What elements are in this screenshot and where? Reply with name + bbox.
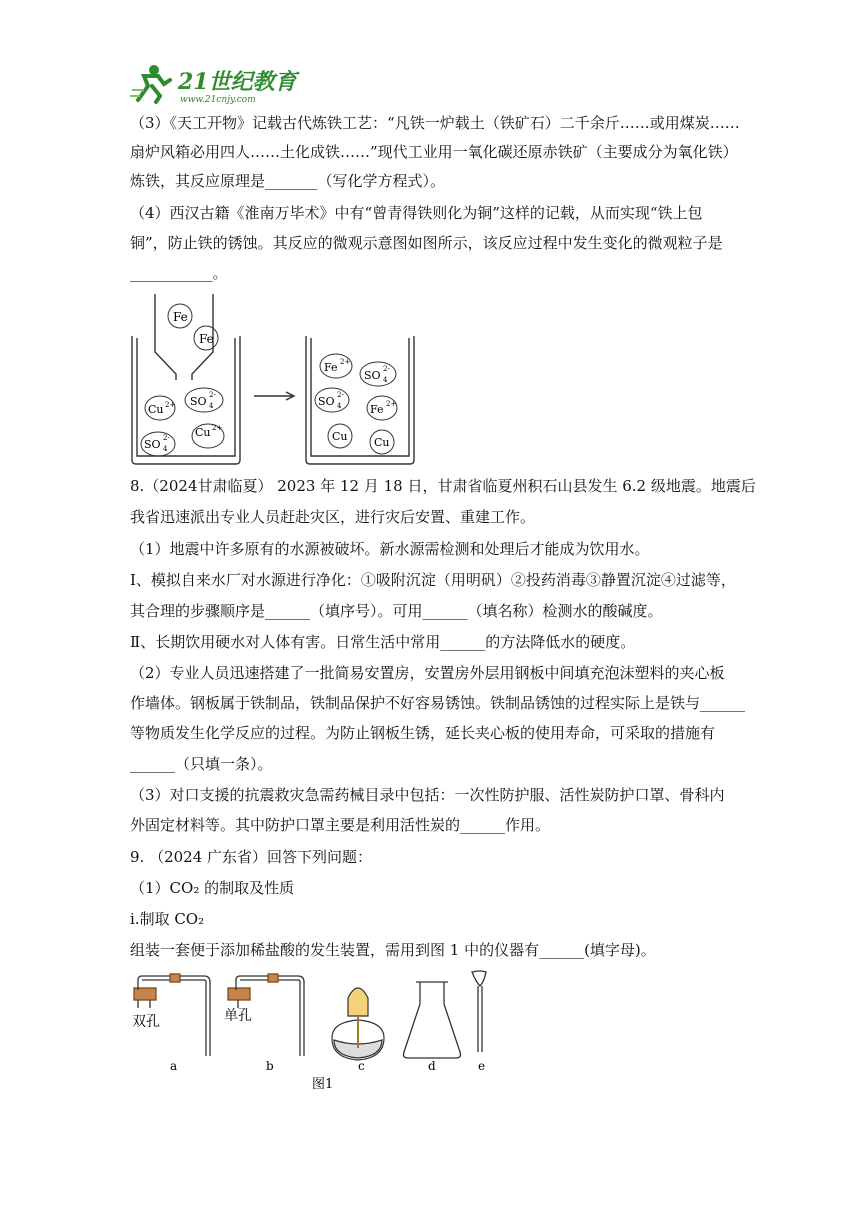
q8-line-8: 作墙体。钢板属于铁制品，铁制品保护不好容易锈蚀。铁制品锈蚀的过程实际上是铁与______ bbox=[130, 694, 746, 712]
sulfate-sub: 4 bbox=[383, 376, 388, 384]
letter-a: a bbox=[170, 1059, 178, 1073]
single-hole-label: 单孔 bbox=[224, 1008, 252, 1024]
sulfate-label: SO bbox=[190, 395, 207, 408]
site-logo bbox=[130, 62, 305, 106]
sulfate-label: SO bbox=[144, 438, 161, 451]
logo-text: 21世纪教育 bbox=[178, 69, 297, 95]
fe-label: Fe bbox=[173, 310, 188, 324]
cu-ion-charge: 2+ bbox=[165, 401, 176, 409]
cu-atom-label: Cu bbox=[374, 436, 390, 449]
q4-line-3: ___________。 bbox=[130, 264, 228, 282]
q3-line-2: 扇炉风箱必用四人……土化成铁……”现代工业用一氧化碳还原赤铁矿（主要成分为氧化铁） bbox=[130, 143, 738, 161]
q9-line-1: 9. （2024 广东省）回答下列问题： bbox=[130, 848, 373, 866]
figure-caption: 图1 bbox=[312, 1077, 334, 1092]
q8-line-2: 我省迅速派出专业人员赶赴灾区，进行灾后安置、重建工作。 bbox=[130, 508, 536, 526]
q8-line-9: 等物质发生化学反应的过程。为防止钢板生锈，延长夹心板的使用寿命，可采取的措施有 bbox=[130, 724, 716, 742]
fe-ion-label: Fe bbox=[324, 361, 338, 374]
q4-line-2: 铜”，防止铁的锈蚀。其反应的微观示意图如图所示，该反应过程中发生变化的微观粒子是 bbox=[130, 234, 723, 252]
q9-line-2: （1）CO₂ 的制取及性质 bbox=[130, 879, 295, 897]
q8-line-12: 外固定材料等。其中防护口罩主要是利用活性炭的______作用。 bbox=[130, 816, 551, 834]
q9-line-3: i.制取 CO₂ bbox=[130, 910, 205, 928]
runner-icon bbox=[130, 65, 170, 102]
q8-line-7: （2）专业人员迅速搭建了一批简易安置房，安置房外层用钢板中间填充泡沫塑料的夹心板 bbox=[130, 664, 725, 682]
sulfate-label: SO bbox=[318, 395, 335, 408]
q8-line-10: ______（只填一条）。 bbox=[130, 755, 273, 773]
fe-label: Fe bbox=[199, 332, 214, 346]
long-neck-funnel-icon bbox=[472, 971, 486, 1052]
reaction-diagram bbox=[128, 290, 428, 474]
logo-url: www.21cnjy.com bbox=[180, 95, 256, 105]
q9-line-4: 组装一套便于添加稀盐酸的发生装置，需用到图 1 中的仪器有______(填字母)。 bbox=[130, 941, 656, 959]
letter-c: c bbox=[358, 1059, 365, 1073]
q4-line-1: （4）西汉古籍《淮南万毕术》中有“曾青得铁则化为铜”这样的记载，从而实现“铁上包 bbox=[130, 204, 703, 222]
cu-ion-label: Cu bbox=[195, 426, 211, 439]
sulfate-sub: 4 bbox=[337, 402, 342, 410]
cu-atom-label: Cu bbox=[332, 430, 348, 443]
figure-1-apparatus bbox=[128, 968, 508, 1102]
letter-e: e bbox=[478, 1059, 486, 1073]
q8-line-11: （3）对口支援的抗震救灾急需药械目录中包括：一次性防护服、活性炭防护口罩、骨科内 bbox=[130, 786, 725, 804]
sulfate-sub: 4 bbox=[209, 402, 214, 410]
letter-b: b bbox=[266, 1059, 274, 1073]
sulfate-charge: 2- bbox=[163, 434, 170, 442]
sulfate-charge: 2- bbox=[209, 391, 216, 399]
fe-ion-charge: 2+ bbox=[340, 358, 351, 366]
q8-line-1: 8.（2024甘肃临夏） 2023 年 12 月 18 日，甘肃省临夏州积石山县发生 6.2 级地震。地震后 bbox=[130, 477, 756, 495]
q8-line-6: Ⅱ、长期饮用硬水对人体有害。日常生活中常用______的方法降低水的硬度。 bbox=[130, 633, 636, 651]
fe-ion-label: Fe bbox=[370, 403, 384, 416]
q8-line-5: 其合理的步骤顺序是______（填序号）。可用______（填名称）检测水的酸碱度。 bbox=[130, 602, 663, 620]
q8-line-4: Ⅰ、模拟自来水厂对水源进行净化：①吸附沉淀（用明矾）②投药消毒③静置沉淀④过滤等， bbox=[130, 571, 736, 589]
letter-d: d bbox=[428, 1059, 436, 1073]
cu-ion-label: Cu bbox=[148, 403, 164, 416]
double-hole-label: 双孔 bbox=[132, 1014, 160, 1030]
sulfate-sub: 4 bbox=[163, 445, 168, 453]
sulfate-label: SO bbox=[364, 369, 381, 382]
sulfate-charge: 2- bbox=[337, 391, 344, 399]
q8-line-3: （1）地震中许多原有的水源被破坏。新水源需检测和处理后才能成为饮用水。 bbox=[130, 540, 650, 558]
cu-ion-charge: 2+ bbox=[212, 424, 223, 432]
alcohol-lamp-icon bbox=[332, 988, 384, 1060]
q3-line-1: （3）《天工开物》记载古代炼铁工艺：“凡铁一炉载土（铁矿石）二千余斤……或用煤炭…… bbox=[130, 114, 740, 132]
fe-ion-charge: 2+ bbox=[386, 400, 397, 408]
sulfate-charge: 2- bbox=[383, 365, 390, 373]
conical-flask-icon bbox=[404, 982, 461, 1058]
q3-line-3: 炼铁，其反应原理是_______（写化学方程式）。 bbox=[130, 172, 446, 190]
